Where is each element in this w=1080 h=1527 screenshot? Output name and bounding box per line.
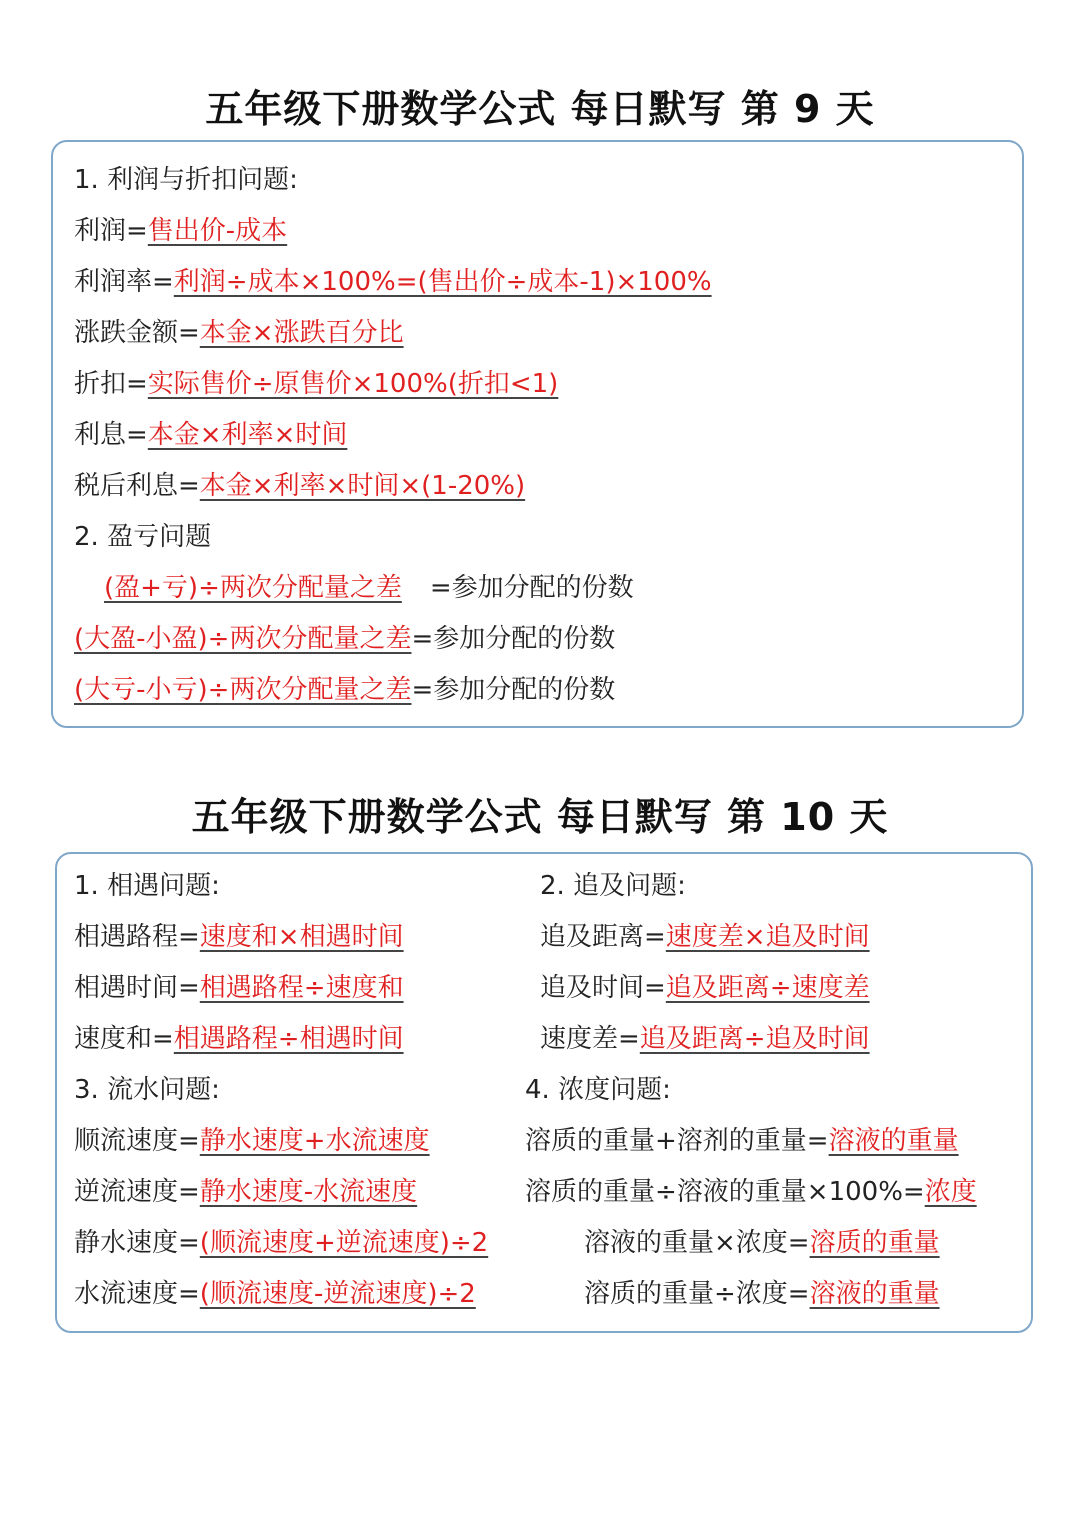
formula-suffix: =参加分配的份数 — [429, 573, 634, 603]
formula-label: 税后利息= — [74, 471, 200, 501]
section-heading-surplus-deficit: 2. 盈亏问题 — [74, 522, 212, 552]
formula-answer: 本金×利率×时间 — [147, 420, 348, 450]
formula-answer: 溶液的重量 — [828, 1126, 959, 1156]
formula-answer: 追及距离÷速度差 — [665, 973, 870, 1003]
formula-label: 利润率= — [74, 267, 174, 297]
formula-row-meeting-time — [74, 971, 404, 1005]
formula-answer: 售出价-成本 — [147, 216, 288, 246]
formula-answer: 相遇路程÷速度和 — [199, 973, 404, 1003]
formula-row-current-speed — [74, 1277, 476, 1311]
formula-row-after-tax-interest — [74, 469, 525, 503]
formula-row-speed-difference — [540, 1022, 870, 1056]
formula-answer: (顺流速度-逆流速度)÷2 — [199, 1279, 476, 1309]
formula-answer: 本金×涨跌百分比 — [199, 318, 404, 348]
formula-answer: (大盈-小盈)÷两次分配量之差 — [74, 624, 412, 654]
section-heading-concentration: 4. 浓度问题: — [525, 1075, 671, 1105]
formula-answer: 溶液的重量 — [809, 1279, 940, 1309]
page-title-day9: 五年级下册数学公式 每日默写 第 9 天 — [205, 87, 875, 131]
formula-row-solution-weight — [525, 1124, 959, 1158]
formula-row-big-small-surplus — [74, 622, 615, 656]
formula-answer: 追及距离÷追及时间 — [639, 1024, 870, 1054]
formula-label: 相遇路程= — [74, 922, 200, 952]
formula-row-profit-rate — [74, 265, 712, 299]
page-title-day10: 五年级下册数学公式 每日默写 第 10 天 — [191, 795, 889, 839]
formula-label: 折扣= — [74, 369, 148, 399]
formula-answer: (顺流速度+逆流速度)÷2 — [199, 1228, 489, 1258]
formula-answer: 本金×利率×时间×(1-20%) — [199, 471, 526, 501]
formula-row-profit — [74, 214, 287, 248]
formula-row-solute-weight — [584, 1226, 940, 1260]
formula-row-surplus-deficit — [74, 571, 634, 605]
formula-answer: 溶质的重量 — [809, 1228, 940, 1258]
formula-row-solution-weight-2 — [584, 1277, 940, 1311]
formula-suffix: =参加分配的份数 — [411, 624, 616, 654]
formula-label: 静水速度= — [74, 1228, 200, 1258]
formula-label: 速度差= — [540, 1024, 640, 1054]
section-heading-meeting: 1. 相遇问题: — [74, 871, 220, 901]
formula-answer: 速度和×相遇时间 — [199, 922, 404, 952]
formula-row-change-amount — [74, 316, 404, 350]
formula-label: 追及距离= — [540, 922, 666, 952]
formula-answer: 相遇路程÷相遇时间 — [173, 1024, 404, 1054]
formula-label: 顺流速度= — [74, 1126, 200, 1156]
formula-label: 溶质的重量+溶剂的重量= — [525, 1126, 829, 1156]
formula-label: 利润= — [74, 216, 148, 246]
formula-answer: 静水速度-水流速度 — [199, 1177, 418, 1207]
formula-row-chase-distance — [540, 920, 870, 954]
section-heading-stream: 3. 流水问题: — [74, 1075, 220, 1105]
formula-answer: (盈+亏)÷两次分配量之差 — [104, 573, 402, 603]
formula-label: 速度和= — [74, 1024, 174, 1054]
formula-suffix: =参加分配的份数 — [411, 675, 616, 705]
formula-answer: 实际售价÷原售价×100%(折扣<1) — [147, 369, 559, 399]
formula-row-downstream-speed — [74, 1124, 430, 1158]
formula-row-concentration — [525, 1175, 977, 1209]
section-heading-profit-discount: 1. 利润与折扣问题: — [74, 165, 298, 195]
formula-answer: (大亏-小亏)÷两次分配量之差 — [74, 675, 412, 705]
formula-label: 溶质的重量÷溶液的重量×100%= — [525, 1177, 925, 1207]
formula-label: 逆流速度= — [74, 1177, 200, 1207]
formula-row-speed-sum — [74, 1022, 404, 1056]
formula-label: 相遇时间= — [74, 973, 200, 1003]
section-heading-chase: 2. 追及问题: — [540, 871, 686, 901]
formula-row-big-small-deficit — [74, 673, 615, 707]
formula-row-meeting-distance — [74, 920, 404, 954]
formula-label: 利息= — [74, 420, 148, 450]
formula-label: 水流速度= — [74, 1279, 200, 1309]
formula-answer: 浓度 — [924, 1177, 977, 1207]
formula-row-chase-time — [540, 971, 870, 1005]
formula-answer: 利润÷成本×100%=(售出价÷成本-1)×100% — [173, 267, 712, 297]
formula-row-still-water-speed — [74, 1226, 488, 1260]
formula-label: 溶质的重量÷浓度= — [584, 1279, 810, 1309]
formula-label: 涨跌金额= — [74, 318, 200, 348]
formula-answer: 速度差×追及时间 — [665, 922, 870, 952]
formula-row-interest — [74, 418, 347, 452]
formula-row-upstream-speed — [74, 1175, 417, 1209]
formula-label: 追及时间= — [540, 973, 666, 1003]
formula-label: 溶液的重量×浓度= — [584, 1228, 810, 1258]
formula-answer: 静水速度+水流速度 — [199, 1126, 430, 1156]
formula-row-discount — [74, 367, 558, 401]
